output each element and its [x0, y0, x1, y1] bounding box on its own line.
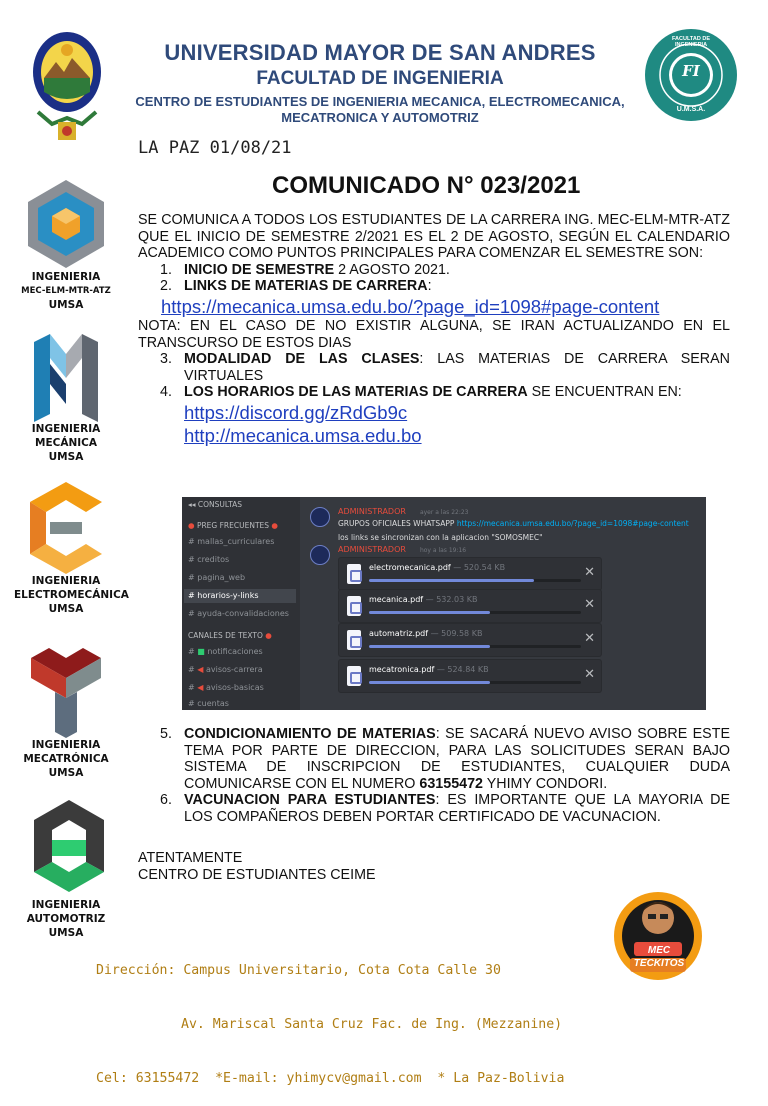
discord-screenshot [182, 497, 706, 710]
avatar [310, 545, 330, 565]
discord-channel-list [182, 497, 300, 710]
letter-e-icon [26, 482, 106, 574]
communique-body [138, 212, 730, 447]
file-attachment[interactable]: automatriz.pdf — 509.58 KB ✕ [338, 623, 602, 657]
channel-item[interactable]: # cuentas [188, 699, 229, 708]
letter-m-icon [28, 334, 104, 422]
logo-ing-automotriz: INGENIERIA AUTOMOTRIZ UMSA [26, 899, 106, 939]
progress-fill [369, 645, 490, 648]
server-header: ◂◂ CONSULTAS [188, 500, 242, 509]
letter-a-icon [34, 800, 104, 892]
list-item: 1. INICIO DE SEMESTRE 2 AGOSTO 2021. [160, 261, 450, 278]
file-attachment[interactable]: mecatronica.pdf — 524.84 KB ✕ [338, 659, 602, 693]
category-header: CANALES DE TEXTO ● [188, 631, 272, 640]
seal-text: FACULTAD DE INGENIERIA [672, 36, 710, 48]
discord-link[interactable]: https://discord.gg/zRdGb9c [184, 401, 408, 423]
footer-address: Dirección: Campus Universitario, Cota Cota Calle 30 Av. Mariscal Santa Cruz Fac. de Ing. (Mezzanine) Cel: 63155472 *E-mail: yhimycv@gmail.com * La Paz-Bolivia [96, 963, 565, 1086]
seal-bottom: U.M.S.A. [676, 106, 706, 113]
list-item: 3. MODALIDAD DE LAS CLASES: LAS MATERIAS DE CARRERA SERAN VIRTUALES [160, 351, 730, 384]
logo-ing-mec-elm-mtr-atz: INGENIERIA MEC-ELM-MTR-ATZ UMSA [14, 178, 118, 312]
close-icon[interactable]: ✕ [584, 667, 595, 682]
mec-logo-text: MEC TECKITOS [633, 945, 685, 969]
progress-fill [369, 611, 490, 614]
university-name: UNIVERSIDAD MAYOR DE SAN ANDRES [164, 40, 596, 65]
channel-item[interactable]: # ◀ avisos-carrera [188, 665, 263, 674]
category-header: ● PREG FRECUENTES ● [188, 521, 278, 530]
channel-item[interactable]: # pagina_web [188, 573, 246, 582]
document-date: LA PAZ 01/08/21 [138, 138, 292, 158]
letter-t-icon [31, 648, 101, 738]
logo-ing-electromecanica: INGENIERIA ELECTROMECÁNICA UMSA [14, 482, 118, 616]
channel-item[interactable]: # creditos [188, 555, 230, 564]
list-item: 5. CONDICIONAMIENTO DE MATERIAS: SE SACARÁ NUEVO AVISO SOBRE ESTE TEMA POR PARTE DE DIRECCION, PARA LAS SOLICITUDES SERAN BAJO SISTEMA DE INSCRIPCION DE ESTUDIANTES, CUALQUIER DUDA COMUNICARSE CON EL NUMERO 63155472 YHIMY CONDORI. [160, 726, 730, 792]
communique-body-continued [138, 726, 730, 826]
letterhead [110, 40, 650, 126]
student-center-name: CENTRO DE ESTUDIANTES DE INGENIERIA MECANICA, ELECTROMECANICA, MECATRONICA Y AUTOMOTRIZ [135, 94, 625, 125]
pdf-file-icon [347, 630, 361, 650]
logo-ing-mecanica: INGENIERIA MECÁNICA UMSA [14, 334, 118, 464]
intro-paragraph: SE COMUNICA A TODOS LOS ESTUDIANTES DE LA CARRERA ING. MEC-ELM-MTR-ATZ QUE EL INICIO DE SEMESTRE 2/2021 ES EL 2 DE AGOSTO, SEGÚN EL CALENDARIO ACADEMICO COMO PUNTOS PRINCIPALES PARA COMENZAR EL SEMESTRE SON: [138, 212, 730, 262]
channel-item[interactable]: # ■ notificaciones [188, 647, 263, 656]
pdf-file-icon [347, 596, 361, 616]
message-text: GRUPOS OFICIALES WHATSAPP https://mecanica.umsa.edu.bo/?page_id=1098#page-content [338, 519, 689, 528]
seal-mark: FI [682, 62, 700, 80]
note-text: NOTA: EN EL CASO DE NO EXISTIR ALGUNA, SE IRAN ACTUALIZANDO EN EL TRANSCURSO DE ESTOS DIAS [138, 317, 730, 351]
message-text: los links se sincronizan con la aplicacion "SOMOSMEC" [338, 533, 543, 542]
close-icon[interactable]: ✕ [584, 597, 595, 612]
hexagon-cube-icon [24, 178, 108, 270]
list-item: 2. LINKS DE MATERIAS DE CARRERA: [160, 278, 432, 295]
channel-item[interactable]: # ◀ avisos-basicas [188, 683, 264, 692]
pdf-file-icon [347, 564, 361, 584]
list-item: 4. LOS HORARIOS DE LAS MATERIAS DE CARRERA SE ENCUENTRAN EN: [160, 384, 682, 401]
close-icon[interactable]: ✕ [584, 565, 595, 580]
pdf-file-icon [347, 666, 361, 686]
file-attachment[interactable]: electromecanica.pdf — 520.54 KB ✕ [338, 557, 602, 591]
progress-fill [369, 681, 490, 684]
closing-signature: ATENTAMENTE CENTRO DE ESTUDIANTES CEIME [138, 850, 376, 883]
progress-fill [369, 579, 534, 582]
document-title: COMUNICADO N° 023/2021 [272, 172, 581, 199]
logo-ing-mecatronica: INGENIERIA MECATRÓNICA UMSA [14, 648, 118, 780]
channel-item[interactable]: # mallas_curriculares [188, 537, 275, 546]
faculty-name: FACULTAD DE INGENIERIA [256, 68, 504, 89]
channel-item[interactable]: # ayuda-convalidaciones [188, 609, 289, 618]
website-link[interactable]: http://mecanica.umsa.edu.bo [184, 424, 422, 446]
message-author: ADMINISTRADOR hoy a las 19:16 [338, 545, 467, 554]
message-author: ADMINISTRADOR ayer a las 22:23 [338, 507, 469, 516]
close-icon[interactable]: ✕ [584, 631, 595, 646]
file-attachment[interactable]: mecanica.pdf — 532.03 KB ✕ [338, 589, 602, 623]
avatar [310, 507, 330, 527]
umsa-crest-logo [28, 28, 106, 144]
list-item: 6. VACUNACION PARA ESTUDIANTES: ES IMPORTANTE QUE LA MAYORIA DE LOS COMPAÑEROS DEBEN PORTAR CERTIFICADO DE VACUNACION. [160, 792, 730, 825]
channel-item-active[interactable]: # horarios-y-links [184, 589, 296, 603]
materias-link[interactable]: https://mecanica.umsa.edu.bo/?page_id=1098#page-content [161, 295, 660, 317]
